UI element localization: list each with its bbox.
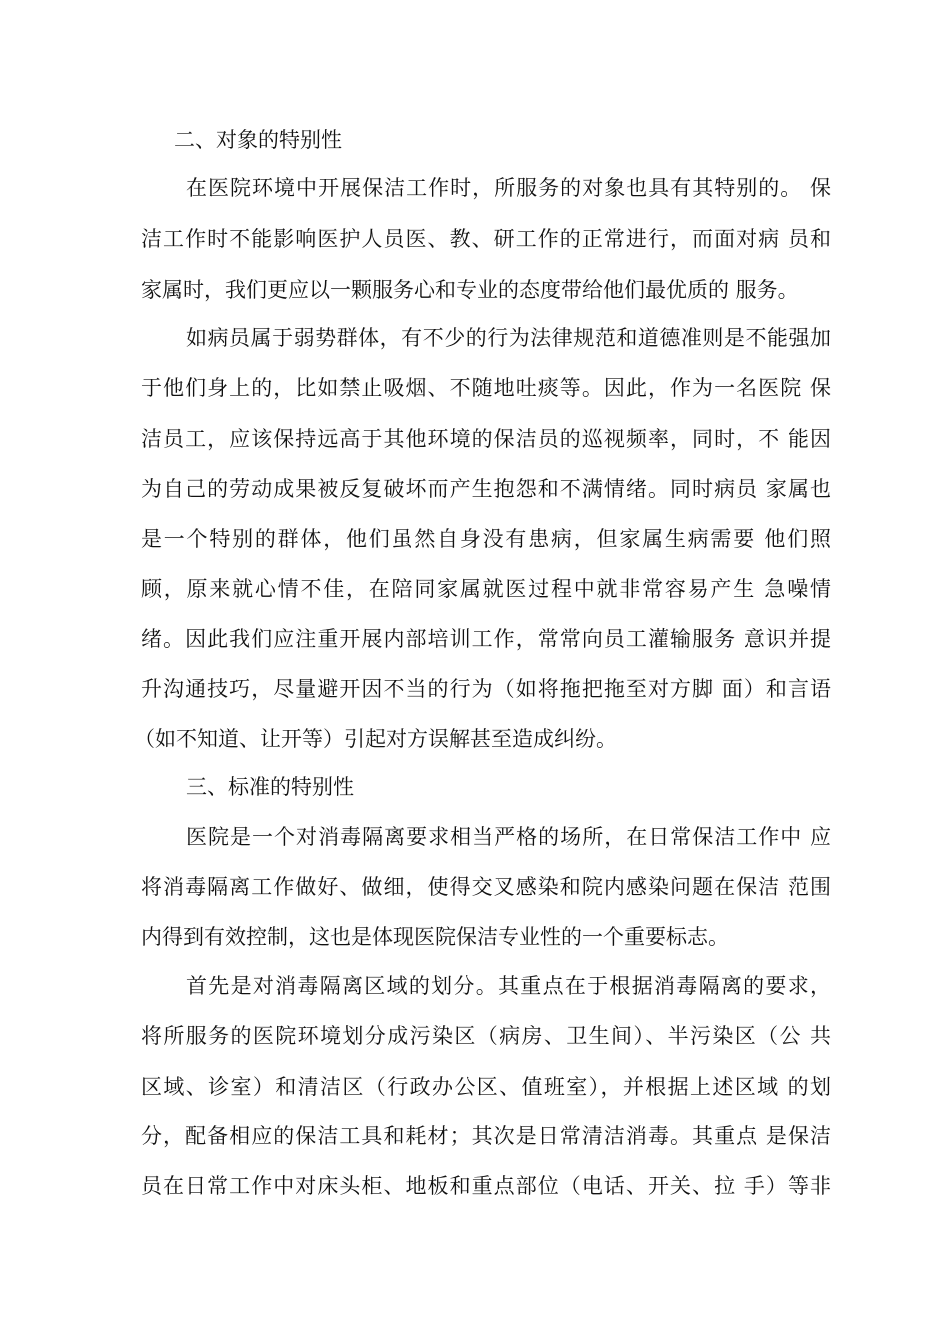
paragraph-line: 洁工作时不能影响医护人员医、教、研工作的正常进行，而面对病 员和 bbox=[141, 227, 831, 251]
paragraph-line: 如病员属于弱势群体，有不少的行为法律规范和道德准则是不能强加 bbox=[186, 326, 831, 350]
paragraph-line: 在医院环境中开展保洁工作时，所服务的对象也具有其特别的。 保 bbox=[186, 176, 831, 200]
paragraph-line: 内得到有效控制，这也是体现医院保洁专业性的一个重要标志。 bbox=[141, 925, 729, 949]
paragraph-line: 首先是对消毒隔离区域的划分。其重点在于根据消毒隔离的要求， bbox=[186, 974, 831, 998]
paragraph-line: 为自己的劳动成果被反复破坏而产生抱怨和不满情绪。同时病员 家属也 bbox=[141, 477, 831, 501]
paragraph-line: 于他们身上的，比如禁止吸烟、不随地吐痰等。因此，作为一名医院 保 bbox=[141, 376, 831, 400]
paragraph-line: 医院是一个对消毒隔离要求相当严格的场所，在日常保洁工作中 应 bbox=[186, 825, 831, 849]
paragraph-line: 洁员工，应该保持远高于其他环境的保洁员的巡视频率，同时，不 能因 bbox=[141, 427, 831, 451]
paragraph-line: 将消毒隔离工作做好、做细，使得交叉感染和院内感染问题在保洁 范围 bbox=[141, 875, 831, 899]
paragraph-line: 是一个特别的群体，他们虽然自身没有患病，但家属生病需要 他们照 bbox=[141, 527, 831, 551]
paragraph-line: 员在日常工作中对床头柜、地板和重点部位（电话、开关、拉 手）等非 bbox=[141, 1174, 831, 1198]
paragraph-line: 区域、诊室）和清洁区（行政办公区、值班室），并根据上述区域 的划 bbox=[141, 1075, 831, 1099]
paragraph-line: 将所服务的医院环境划分成污染区（病房、卫生间）、半污染区（公 共 bbox=[141, 1024, 831, 1048]
paragraph-line: 分，配备相应的保洁工具和耗材；其次是日常清洁消毒。其重点 是保洁 bbox=[141, 1124, 831, 1148]
paragraph-line: 家属时，我们更应以一颗服务心和专业的态度带给他们最优质的 服务。 bbox=[141, 278, 799, 302]
section-heading: 二、对象的特别性 bbox=[174, 128, 342, 152]
section-heading: 三、标准的特别性 bbox=[186, 775, 354, 799]
paragraph-line: 顾，原来就心情不佳，在陪同家属就医过程中就非常容易产生 急噪情 bbox=[141, 577, 831, 601]
paragraph-line: 升沟通技巧，尽量避开因不当的行为（如将拖把拖至对方脚 面）和言语 bbox=[141, 677, 831, 701]
paragraph-line: 绪。因此我们应注重开展内部培训工作，常常向员工灌输服务 意识并提 bbox=[141, 627, 831, 651]
paragraph-line: （如不知道、让开等）引起对方误解甚至造成纠纷。 bbox=[134, 727, 617, 751]
